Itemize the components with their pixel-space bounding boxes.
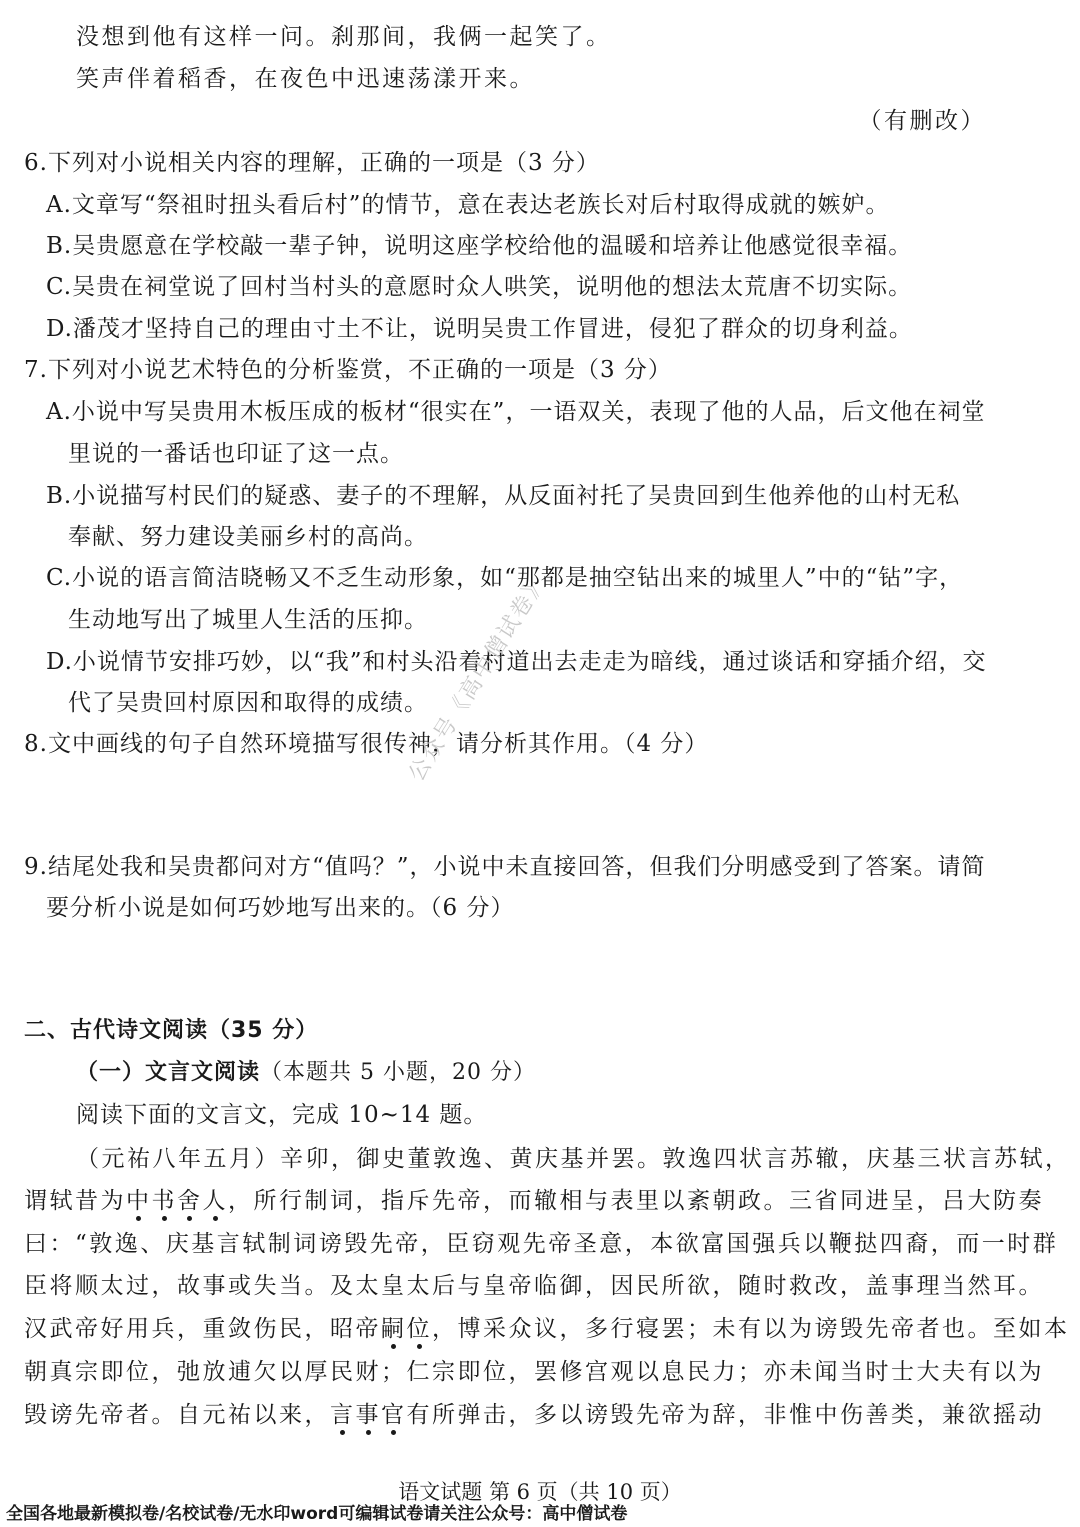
emphasis-char: 中 [126,1188,152,1214]
subsection-detail: （本题共 5 小题，20 分） [260,1060,536,1085]
passage-line-4: 臣将顺太过，故事或失当。及太皇太后与皇帝临御，因民所欲，随时救改，盖事理当然耳。 [24,1273,1044,1299]
passage-text: 有所弹击，多以谤毁先帝为辞，非惟中伤善类，兼欲摇动 [406,1402,1044,1428]
passage-text: 毁谤先帝者。自元祐以来， [24,1402,330,1428]
question-7-option-d-cont: 代了吴贵回村原因和取得的成绩。 [68,690,428,716]
emphasis-char: 言 [330,1402,356,1428]
emphasis-char: 事 [355,1402,381,1428]
question-7-option-c: C.小说的语言简洁晓畅又不乏生动形象，如“那都是抽空钻出来的城里人”中的“钻”字， [46,565,964,591]
question-7-option-a: A.小说中写吴贵用木板压成的板材“很实在”，一语双关，表现了他的人品，后文他在祠堂 [46,399,986,425]
emphasis-char: 嗣 [381,1316,407,1342]
emphasis-char: 人 [202,1188,228,1214]
passage-line-1: （元祐八年五月）辛卯，御史董敦逸、黄庆基并罢。敦逸四状言苏辙，庆基三状言苏轼， [76,1146,1071,1172]
question-7-option-c-cont: 生动地写出了城里人生活的压抑。 [68,607,428,633]
watermark: 公众号《高中僧试卷》 [404,569,553,786]
promo-banner: 全国各地最新模拟卷/名校试卷/无水印word可编辑试卷请关注公众号：高中僧试卷 [6,1504,628,1524]
question-8: 8.文中画线的句子自然环境描写很传神，请分析其作用。（4 分） [24,731,709,757]
page-footer: 语文试题 第 6 页（共 10 页） [398,1480,682,1504]
question-6-option-d: D.潘茂才坚持自己的理由寸土不让，说明吴贵工作冒进，侵犯了群众的切身利益。 [46,316,913,342]
question-7-option-b: B.小说描写村民们的疑惑、妻子的不理解，从反面衬托了吴贵回到生他养他的山村无私 [46,483,961,509]
question-6-stem: 6.下列对小说相关内容的理解，正确的一项是（3 分） [24,150,600,176]
story-line-2: 笑声伴着稻香，在夜色中迅速荡漾开来。 [76,66,535,92]
question-9-line-2: 要分析小说是如何巧妙地写出来的。（6 分） [46,895,515,921]
passage-text: ，博采众议，多行寝罢；未有以为谤毁先帝者也。至如本 [432,1316,1070,1342]
reading-instruction: 阅读下面的文言文，完成 10~14 题。 [76,1102,488,1128]
question-7-stem: 7.下列对小说艺术特色的分析鉴赏，不正确的一项是（3 分） [24,357,672,383]
subsection-title: （一）文言文阅读 [76,1060,261,1085]
question-6-option-c: C.吴贵在祠堂说了回村当村头的意愿时众人哄笑，说明他的想法太荒唐不切实际。 [46,274,913,300]
passage-text: 汉武帝好用兵，重敛伤民，昭帝 [24,1316,381,1342]
emphasis-char: 舍 [177,1188,203,1214]
question-9-line-1: 9.结尾处我和吴贵都问对方“值吗？”，小说中未直接回答，但我们分明感受到了答案。请简 [24,854,986,880]
question-7-option-b-cont: 奉献、努力建设美丽乡村的高尚。 [68,524,428,550]
revision-note: （有删改） [858,108,986,134]
passage-text: 谓轼昔为 [24,1188,126,1214]
passage-text: ，所行制词，指斥先帝，而辙相与表里以紊朝政。三省同进呈，吕大防奏 [228,1188,1044,1214]
passage-line-6: 朝真宗即位，弛放逋欠以厚民财；仁宗即位，罢修宫观以息民力；亦未闻当时士大夫有以为 [24,1359,1044,1385]
question-6-option-a: A.文章写“祭祖时扭头看后村”的情节，意在表达老族长对后村取得成就的嫉妒。 [46,192,890,218]
question-7-option-a-cont: 里说的一番话也印证了这一点。 [68,441,404,467]
question-6-option-b: B.吴贵愿意在学校敲一辈子钟，说明这座学校给他的温暖和培养让他感觉很幸福。 [46,233,913,259]
emphasis-char: 官 [381,1402,407,1428]
passage-line-3: 曰：“敦逸、庆基言轼制词谤毁先帝，臣窃观先帝圣意，本欲富国强兵以鞭挞四裔，而一时群 [24,1231,1059,1257]
question-7-option-d: D.小说情节安排巧妙，以“我”和村头沿着村道出去走走为暗线，通过谈话和穿插介绍，交 [46,649,987,675]
emphasis-char: 位 [406,1316,432,1342]
emphasis-char: 书 [151,1188,177,1214]
subsection-heading [76,1058,536,1088]
passage-line-2 [24,1186,1044,1216]
passage-line-5 [24,1314,1070,1344]
story-line-1: 没想到他有这样一问。刹那间，我俩一起笑了。 [76,24,612,50]
section-2-title: 二、古代诗文阅读（35 分） [24,1018,319,1043]
passage-line-7 [24,1400,1044,1430]
